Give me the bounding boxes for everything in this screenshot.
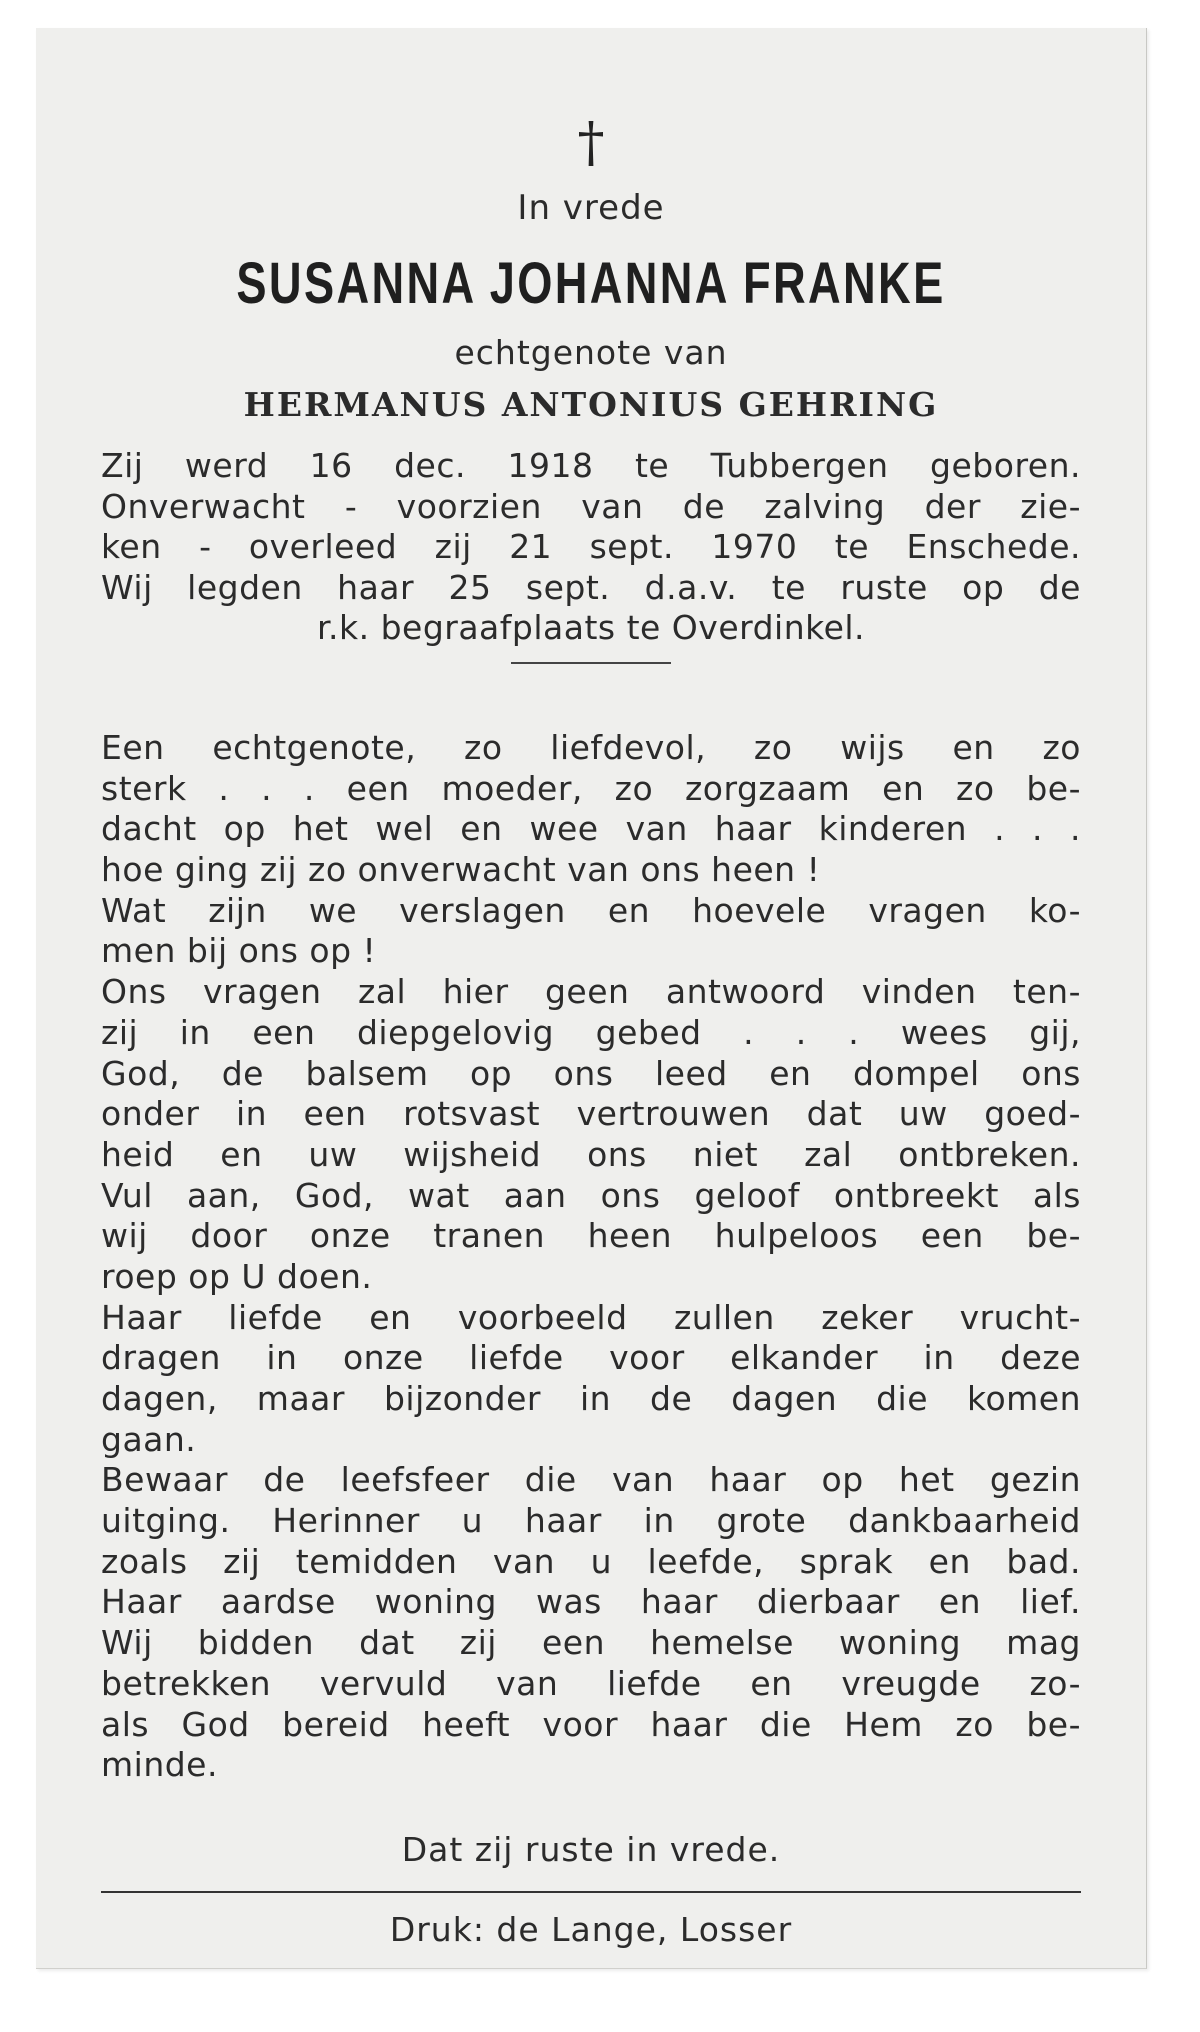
text-line: dagen, maar bijzonder in de dagen die komen [101, 1379, 1081, 1418]
memorial-card [36, 28, 1147, 1969]
footer-divider [101, 1891, 1081, 1893]
bio-line: Wij legden haar 25 sept. d.a.v. te ruste op de [101, 567, 1081, 607]
text-line: dragen in onze liefde voor elkander in deze [101, 1338, 1081, 1378]
text-line: uitging. Herinner u haar in grote dankbaarheid [101, 1501, 1081, 1541]
printer-credit: Druk: de Lange, Losser [389, 1910, 793, 1949]
text-line: zoals zij temidden van u leefde, sprak en bad. [101, 1541, 1081, 1581]
text-line: onder in een rotsvast vertrouwen dat uw goed- [101, 1094, 1081, 1134]
text-line: wij door onze tranen heen hulpeloos een be- [101, 1216, 1081, 1256]
text-line: Vul aan, God, wat aan ons geloof ontbreekt als [101, 1175, 1081, 1215]
text-line: gaan. [101, 1419, 197, 1459]
text-line: dacht op het wel en wee van haar kinderen . . . [101, 809, 1081, 849]
text-line: zij in een diepgelovig gebed . . . wees gij, [101, 1012, 1081, 1052]
text-line: Bewaar de leefsfeer die van haar op het gezin [101, 1460, 1081, 1500]
text-line: men bij ons op ! [101, 931, 377, 971]
text-line: Een echtgenote, zo liefdevol, zo wijs en zo [101, 728, 1081, 767]
deceased-name: SUSANNA JOHANNA FRANKE [236, 251, 946, 316]
bio-line: ken - overleed zij 21 sept. 1970 te Enschede. [101, 527, 1081, 566]
spouse-intro: echtgenote van [454, 333, 728, 372]
text-line: heid en uw wijsheid ons niet zal ontbreken. [101, 1134, 1081, 1174]
divider [511, 662, 671, 664]
cross-icon: † [577, 111, 605, 174]
bio-line: Onverwacht - voorzien van de zalving der zie- [101, 486, 1081, 526]
in-vrede-heading: In vrede [517, 188, 665, 228]
text-line: betrekken vervuld van liefde en vreugde zo- [101, 1663, 1081, 1703]
text-line: hoe ging zij zo onverwacht van ons heen ! [101, 850, 821, 890]
bio-line: r.k. begraafplaats te Overdinkel. [316, 608, 866, 647]
text-line: roep op U doen. [101, 1256, 373, 1296]
text-line: Ons vragen zal hier geen antwoord vinden ten- [101, 972, 1081, 1012]
biography [101, 446, 1081, 649]
bio-line: Zij werd 16 dec. 1918 te Tubbergen geboren. [101, 446, 1081, 485]
text-line: God, de balsem op ons leed en dompel ons [101, 1053, 1081, 1093]
text-line: minde. [101, 1745, 218, 1785]
text-line: als God bereid heeft voor haar die Hem zo be- [101, 1704, 1081, 1744]
text-line: Haar aardse woning was haar dierbaar en lief. [101, 1582, 1081, 1622]
text-line: sterk . . . een moeder, zo zorgzaam en zo be- [101, 768, 1081, 808]
text-line: Haar liefde en voorbeeld zullen zeker vrucht- [101, 1297, 1081, 1337]
spouse-name: HERMANUS ANTONIUS GEHRING [243, 385, 939, 424]
memorial-text [101, 728, 1081, 1786]
text-line: Wij bidden dat zij een hemelse woning mag [101, 1623, 1081, 1663]
text-line: Wat zijn we verslagen en hoevele vragen ko- [101, 890, 1081, 930]
closing-line: Dat zij ruste in vrede. [401, 1830, 781, 1869]
